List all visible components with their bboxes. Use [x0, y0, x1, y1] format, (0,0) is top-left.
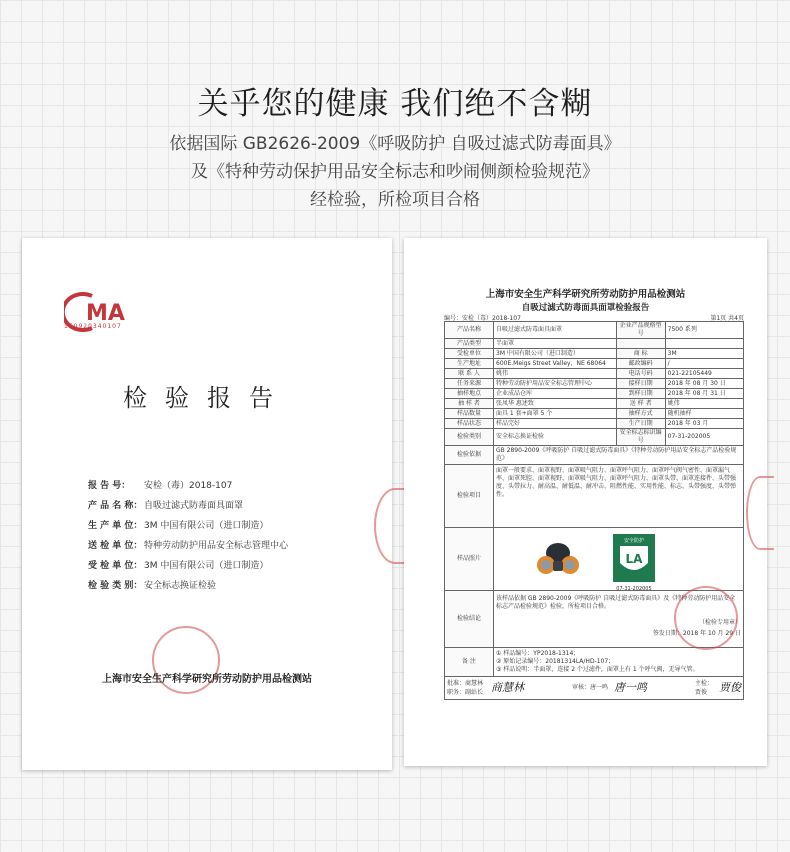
row-label: 商 标 [616, 349, 665, 359]
row-value: 7500 系列 [665, 322, 743, 339]
field-label: 产 品 名 称： [88, 501, 143, 511]
note-item: ② 原始记录编号：20181314LA/HD-107； [496, 658, 615, 665]
cover-fields [88, 476, 368, 596]
row-value: 2018 年 08 月 31 日 [665, 389, 743, 399]
basis-text: GB 2890-2009《呼吸防护 自吸过滤式防毒面具》《特种劳动防护用品安全标志产品检验规范》 [494, 446, 744, 465]
table-row [445, 389, 744, 399]
field-value: 安全标志换证检验 [144, 581, 217, 591]
report-detail-page [404, 238, 767, 766]
conclusion-text: 该样品依据 GB 2890-2009《呼吸防护 自吸过滤式防毒面具》及《特种劳动防护用品安全标志产品检验规范》检验，所检项目合格。 [496, 595, 736, 610]
field-label: 送 检 单 位： [88, 541, 143, 551]
inspector-signature: 贾俊 [718, 681, 741, 694]
row-value: 安全标志换证检验 [494, 429, 617, 446]
row-value: 随机抽样 [665, 409, 743, 419]
report-number: 编号：安检（毒）2018-107 [444, 315, 521, 322]
cover-field-row [88, 576, 368, 596]
notes-cell [494, 648, 744, 677]
approver-label: 批准：商慧林 [447, 680, 484, 687]
row-label: 生产日期 [616, 419, 665, 429]
row-label: 样品状态 [445, 419, 494, 429]
cover-field-row [88, 556, 368, 576]
row-value: 自吸过滤式防毒面具面罩 [494, 322, 617, 339]
table-row [445, 379, 744, 389]
la-safety-badge [612, 533, 656, 592]
row-value: 企业成品仓库 [494, 389, 617, 399]
row-value: 3M 中国有限公司（进口制造） [494, 349, 617, 359]
lab-name: 上海市安全生产科学研究所劳动防护用品检测站 [485, 289, 686, 300]
note-item: ① 样品编号：YP2018-1314； [496, 650, 580, 657]
inspector-name: 贾俊 [694, 689, 707, 696]
notes-label: 备 注 [445, 648, 494, 677]
row-label: 受检单位 [445, 349, 494, 359]
items-text: 面罩一般要求、面罩视野、面罩吸气阻力、面罩呼气阻力、面罩呼气阀气密性、面罩漏气率、面罩死腔、面罩视野、面罩吸气阻力、面罩呼气阻力、面罩头带、面罩连接件、头带强度、头带拉力、耐高温、耐低温、耐冲击、阻燃性能、实用性能、标志、头带强度、头带弹性。 [494, 465, 744, 528]
table-row [445, 349, 744, 359]
row-value: / [665, 359, 743, 369]
table-row [445, 322, 744, 339]
cover-field-row [88, 536, 368, 556]
row-label: 产品类型 [445, 339, 494, 349]
reviewer-signature: 唐一鸣 [614, 681, 647, 694]
signature-cell [445, 677, 744, 700]
la-badge-mark: LA [625, 552, 643, 566]
row-label: 安全标志标识编号 [616, 429, 665, 446]
row-label: 邮政编码 [616, 359, 665, 369]
approver-title: 职务：副站长 [447, 689, 484, 696]
row-value: 张凤华 惠述致 [494, 399, 617, 409]
row-label: 样品数量 [445, 409, 494, 419]
row-label: 接样日期 [616, 379, 665, 389]
row-label: 到样日期 [616, 389, 665, 399]
table-row [445, 419, 744, 429]
row-value: 07-31-202005 [665, 429, 743, 446]
reviewer-label: 审核：唐一鸣 [571, 684, 608, 691]
row-label: 联 系 人 [445, 369, 494, 379]
conclusion-label: 检验结论 [445, 591, 494, 648]
la-shield-icon [612, 533, 656, 583]
page-count: 第1页 共4页 [710, 315, 744, 322]
field-label: 检 验 类 别： [88, 581, 143, 591]
table-row [445, 446, 744, 465]
report-cover-page [22, 238, 392, 770]
row-label: 检验类别 [445, 429, 494, 446]
table-row [445, 409, 744, 419]
field-value: 安检（毒）2018-107 [144, 481, 233, 491]
field-label: 受 检 单 位： [88, 561, 143, 571]
row-value: 3M [665, 349, 743, 359]
basis-label: 检验依据 [445, 446, 494, 465]
subtitle-line-2: 及《特种劳动保护用品安全标志和吵闹侧颜检验规范》 [191, 162, 599, 182]
table-row [445, 528, 744, 591]
cover-field-row [88, 496, 368, 516]
field-value: 3M 中国有限公司（进口制造） [144, 521, 269, 531]
la-cert-number: 07-31-202005 [616, 586, 652, 592]
row-value: 样品完好 [494, 419, 617, 429]
row-label: 生产地址 [445, 359, 494, 369]
cover-field-row [88, 516, 368, 536]
row-label [616, 339, 665, 349]
row-value: 600E.Meigs Street Valley，NE 68064 [494, 359, 617, 369]
table-row [445, 429, 744, 446]
row-value: 半面罩 [494, 339, 617, 349]
table-row [445, 399, 744, 409]
field-value: 自吸过滤式防毒面具面罩 [144, 501, 244, 511]
page-headline: 关乎您的健康 我们绝不含糊 [197, 86, 593, 122]
approver-signature: 商慧林 [491, 681, 525, 694]
cover-footer: 上海市安全生产科学研究所劳动防护用品检测站 [102, 674, 312, 685]
row-label: 送 样 者 [616, 399, 665, 409]
row-value: 姚伟 [494, 369, 617, 379]
row-value: 面具 1 套+面罩 5 个 [494, 409, 617, 419]
row-label: 企业产品规格型号 [616, 322, 665, 339]
field-label: 报 告 号： [88, 481, 131, 491]
subtitle-line-1: 依据国际 GB2626-2009《呼吸防护 自吸过滤式防毒面具》 [169, 134, 621, 154]
row-label: 任务来源 [445, 379, 494, 389]
row-label: 抽样地点 [445, 389, 494, 399]
field-label: 生 产 单 位： [88, 521, 143, 531]
table-row [445, 339, 744, 349]
red-seal-stamp-partial [746, 476, 774, 550]
row-value: 姚伟 [665, 399, 743, 409]
respirator-photo [536, 539, 580, 579]
row-value: 2018 年 08 月 30 日 [665, 379, 743, 389]
items-label: 检验项目 [445, 465, 494, 528]
cover-title: 检验报告 [123, 384, 291, 412]
row-label: 电话号码 [616, 369, 665, 379]
cover-field-row [88, 476, 368, 496]
report-name: 自吸过滤式防毒面具面罩检验报告 [521, 303, 650, 313]
photo-cell [494, 528, 744, 591]
stamp-caption: （检验专用章） [698, 619, 741, 626]
table-row [445, 359, 744, 369]
row-label: 产品名称 [445, 322, 494, 339]
red-seal-stamp [674, 586, 738, 650]
row-value [665, 339, 743, 349]
cma-number: 150920340107 [64, 323, 122, 330]
row-value: 特种劳动防护用品安全标志管理中心 [494, 379, 617, 389]
table-row [445, 648, 744, 677]
row-value: 2018 年 03 月 [665, 419, 743, 429]
photo-label: 样品照片 [445, 528, 494, 591]
cma-logo-text: MA [86, 301, 125, 326]
row-label: 抽样方式 [616, 409, 665, 419]
issue-date: 签发日期：2018 年 10 月 29 日 [652, 630, 741, 637]
signature-row [445, 677, 744, 700]
field-value: 3M 中国有限公司（进口制造） [144, 561, 269, 571]
row-value: 021-22105449 [665, 369, 743, 379]
field-value: 特种劳动防护用品安全标志管理中心 [144, 541, 289, 551]
table-row [445, 369, 744, 379]
table-row [445, 465, 744, 528]
row-label: 抽 样 者 [445, 399, 494, 409]
note-item: ③ 样品说明：半面罩，连接 2 个过滤件，面罩上有 1 个呼气阀，无导气管。 [496, 666, 699, 673]
inspector-label: 主检： [694, 680, 713, 687]
la-badge-title: 安全防护 [623, 538, 644, 544]
subtitle-line-3: 经检验，所检项目合格 [310, 190, 480, 210]
